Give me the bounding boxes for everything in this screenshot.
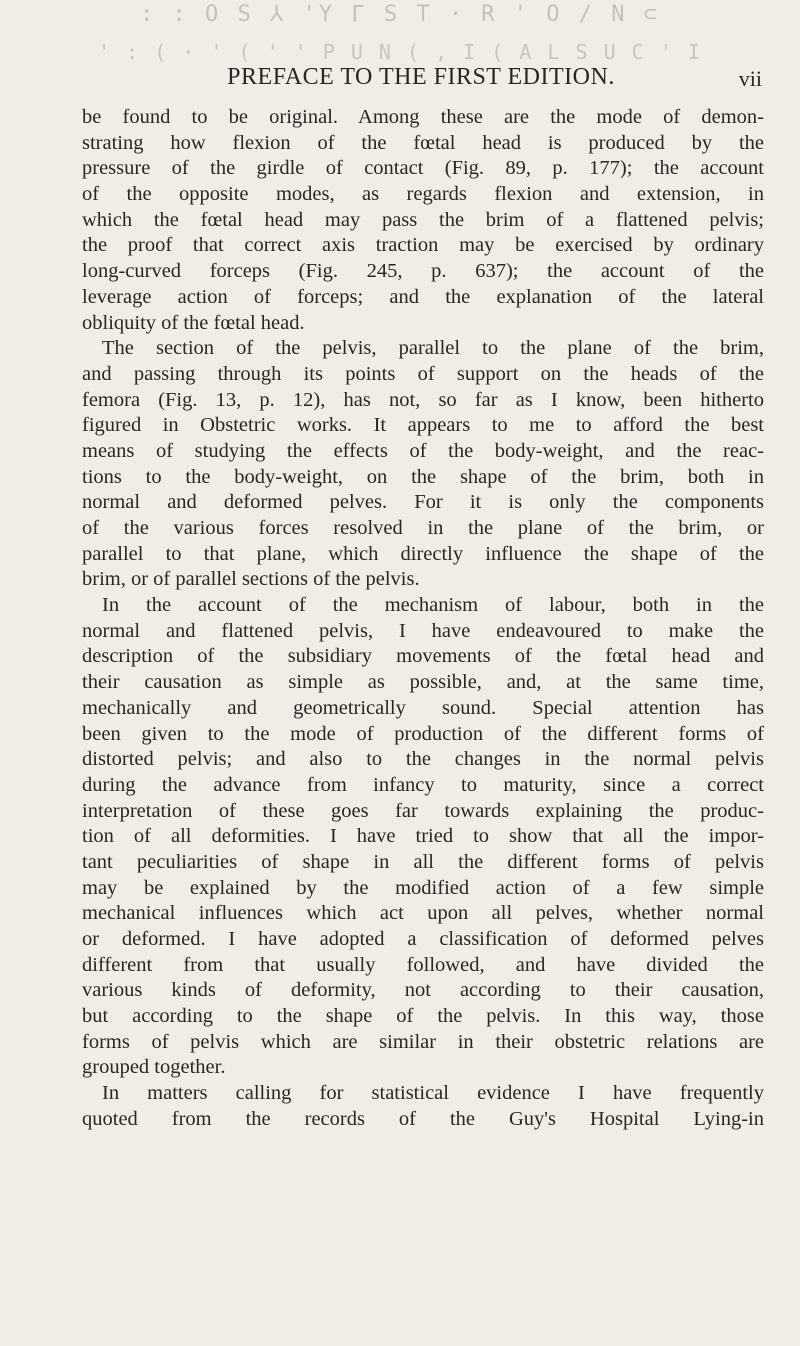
text-line: parallel to that plane, which directly influence the shape of the: [82, 542, 764, 565]
text-line: interpretation of these goes far towards explaining the produc-: [82, 799, 764, 822]
text-line: long-curved forceps (Fig. 245, p. 637); the account of the: [82, 260, 764, 283]
text-line: tant peculiarities of shape in all the different forms of pelvis: [82, 850, 764, 873]
text-line: but according to the shape of the pelvis. In this way, those: [82, 1005, 764, 1028]
paragraph-start-line: In the account of the mechanism of labour, both in the: [102, 594, 764, 617]
text-line: during the advance from infancy to maturity, since a correct: [82, 773, 764, 796]
text-line: of the opposite modes, as regards flexion and extension, in: [82, 183, 764, 206]
text-line: normal and flattened pelvis, I have endeavoured to make the: [82, 619, 764, 642]
text-line: forms of pelvis which are similar in their obstetric relations are: [82, 1030, 764, 1053]
text-line: mechanically and geometrically sound. Special attention has: [82, 696, 764, 719]
text-line: mechanical influences which act upon all pelves, whether normal: [82, 902, 764, 925]
paragraph-end-line: grouped together.: [82, 1056, 226, 1079]
page-number: vii: [738, 66, 762, 91]
text-line: quoted from the records of the Guy's Hospital Lying-in: [82, 1107, 764, 1130]
text-line: of the various forces resolved in the plane of the brim, or: [82, 517, 764, 539]
text-line: distorted pelvis; and also to the changes in the normal pelvis: [82, 748, 764, 771]
text-line: which the fœtal head may pass the brim of a flattened pelvis;: [82, 208, 764, 231]
body-text: [82, 105, 764, 1133]
text-line: their causation as simple as possible, and, at the same time,: [82, 671, 764, 694]
paragraph-end-line: brim, or of parallel sections of the pelvis.: [82, 568, 420, 591]
text-line: the proof that correct axis traction may be exercised by ordinary: [82, 234, 764, 257]
text-line: description of the subsidiary movements of the fœtal head and: [82, 645, 764, 668]
text-line: pressure of the girdle of contact (Fig. 89, p. 177); the account: [82, 157, 764, 180]
text-line: figured in Obstetric works. It appears to me to afford the best: [82, 414, 764, 437]
text-line: leverage action of forceps; and the explanation of the lateral: [82, 285, 764, 308]
text-line: tions to the body-weight, on the shape of the brim, both in: [82, 465, 764, 488]
text-line: femora (Fig. 13, p. 12), has not, so far as I know, been hitherto: [82, 388, 764, 411]
text-line: strating how flexion of the fœtal head is produced by the: [82, 131, 764, 154]
text-line: different from that usually followed, and have divided the: [82, 953, 764, 976]
text-line: tion of all deformities. I have tried to show that all the impor-: [82, 825, 764, 848]
paragraph-end-line: obliquity of the fœtal head.: [82, 311, 305, 334]
text-line: means of studying the effects of the body-weight, and the reac-: [82, 439, 764, 462]
text-line: various kinds of deformity, not according to their causation,: [82, 979, 764, 1002]
text-line: or deformed. I have adopted a classification of deformed pelves: [82, 928, 764, 950]
text-line: normal and deformed pelves. For it is only the components: [82, 491, 764, 514]
library-stamp-bottom: ' : ( · ' ( ' ' P U N ( , I ( A L S U C ' I: [98, 40, 702, 64]
page-header: [80, 64, 762, 98]
text-line: may be explained by the modified action of a few simple: [82, 876, 764, 899]
running-head: PREFACE TO THE FIRST EDITION.: [227, 64, 615, 90]
text-line: been given to the mode of production of the different forms of: [82, 722, 764, 745]
library-stamp-top: : : O S ⅄ 'Y Γ S T · R ' O / N ⊂: [139, 2, 661, 27]
text-line: be found to be original. Among these are the mode of demon-: [82, 106, 764, 128]
text-line: and passing through its points of support on the heads of the: [82, 362, 764, 385]
paragraph-start-line: The section of the pelvis, parallel to the plane of the brim,: [102, 337, 764, 360]
paragraph-start-line: In matters calling for statistical evidence I have frequently: [102, 1082, 764, 1105]
